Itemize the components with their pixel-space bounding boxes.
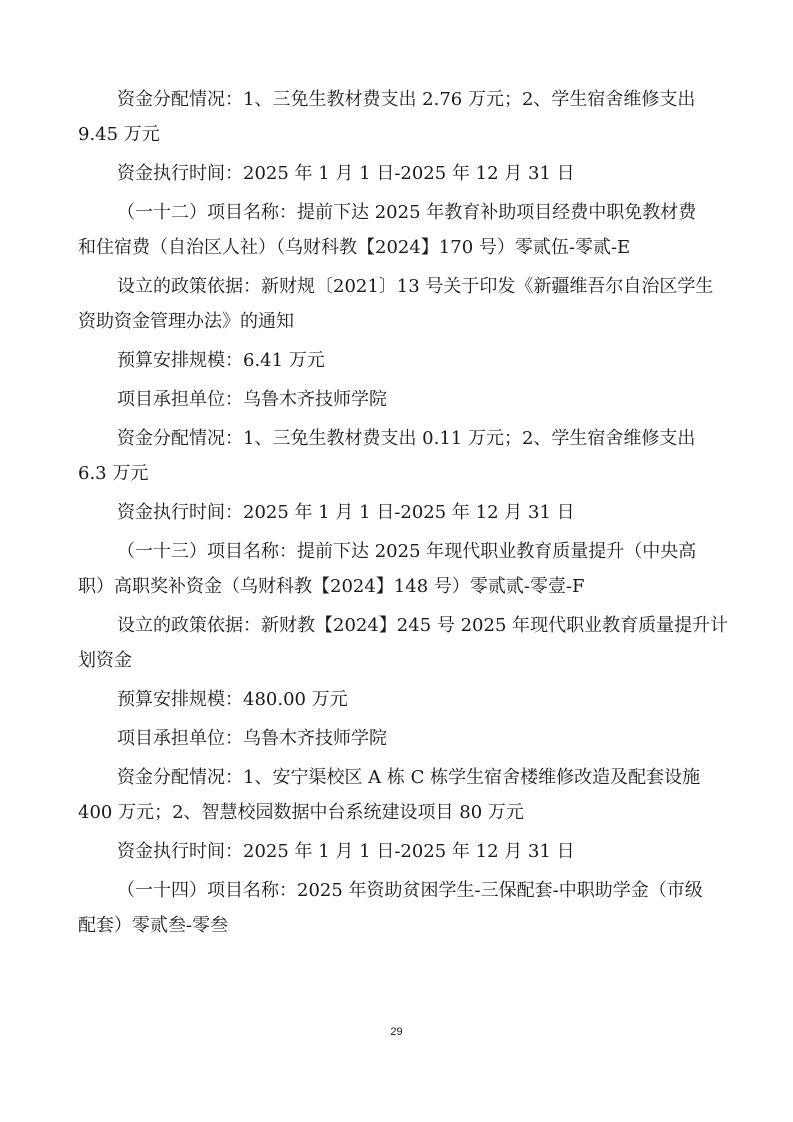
paragraph-line: 项目承担单位：乌鲁木齐技师学院: [117, 728, 387, 749]
paragraph-line: 和住宿费（自治区人社）（乌财科教【2024】170 号）零贰伍-零贰-E: [78, 237, 631, 258]
paragraph-line: 400 万元；2、智慧校园数据中台系统建设项目 80 万元: [78, 802, 524, 823]
paragraph-line: 预算安排规模：6.41 万元: [117, 350, 325, 371]
page-number: 29: [390, 1026, 403, 1038]
paragraph-line: （一十二）项目名称：提前下达 2025 年教育补助项目经费中职免教材费: [117, 202, 697, 223]
paragraph-line: （一十三）项目名称：提前下达 2025 年现代职业教育质量提升（中央高: [117, 541, 697, 562]
paragraph-line: 配套）零贰叁-零叁: [78, 915, 229, 936]
paragraph-line: 职）高职奖补资金（乌财科教【2024】148 号）零贰贰-零壹-F: [78, 576, 585, 597]
paragraph-line: 项目承担单位：乌鲁木齐技师学院: [117, 389, 387, 410]
paragraph-line: 资助资金管理办法》的通知: [78, 311, 294, 332]
paragraph-line: 划资金: [78, 650, 132, 671]
paragraph-line: 设立的政策依据：新财教【2024】245 号 2025 年现代职业教育质量提升计: [117, 615, 729, 636]
paragraph-line: 资金执行时间：2025 年 1 月 1 日-2025 年 12 月 31 日: [117, 163, 575, 184]
paragraph-line: 9.45 万元: [78, 124, 160, 145]
paragraph-line: 资金执行时间：2025 年 1 月 1 日-2025 年 12 月 31 日: [117, 502, 575, 523]
paragraph-line: 资金分配情况：1、三免生教材费支出 2.76 万元；2、学生宿舍维修支出: [117, 89, 696, 110]
paragraph-line: （一十四）项目名称：2025 年资助贫困学生-三保配套-中职助学金（市级: [117, 880, 703, 901]
paragraph-line: 6.3 万元: [78, 463, 149, 484]
paragraph-line: 设立的政策依据：新财规〔2021〕13 号关于印发《新疆维吾尔自治区学生: [117, 276, 714, 297]
paragraph-line: 资金执行时间：2025 年 1 月 1 日-2025 年 12 月 31 日: [117, 841, 575, 862]
paragraph-line: 预算安排规模：480.00 万元: [117, 689, 348, 710]
paragraph-line: 资金分配情况：1、安宁渠校区 A 栋 C 栋学生宿舍楼维修改造及配套设施: [117, 767, 701, 788]
paragraph-line: 资金分配情况：1、三免生教材费支出 0.11 万元；2、学生宿舍维修支出: [117, 428, 696, 449]
